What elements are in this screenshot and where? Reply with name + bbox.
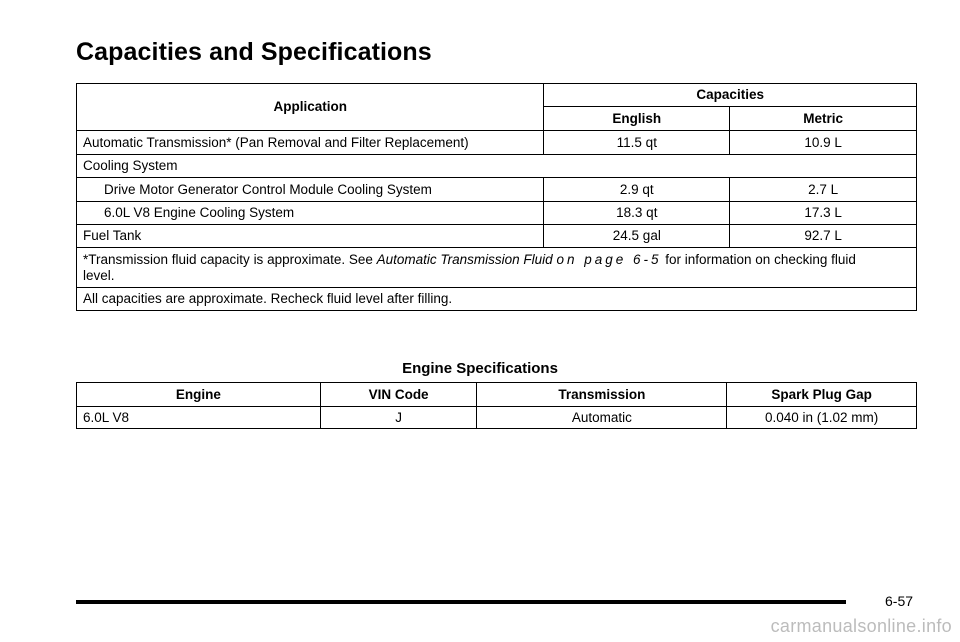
capacities-table: [76, 83, 917, 311]
table-note-row: [77, 288, 917, 311]
capacities-note: All capacities are approximate. Recheck fluid level after filling.: [77, 288, 917, 311]
table-row: [77, 225, 917, 248]
header-application: Application: [77, 84, 544, 131]
table-row: [77, 178, 917, 202]
table-row: [77, 155, 917, 178]
header-metric: Metric: [730, 107, 917, 131]
row-english: 2.9 qt: [544, 178, 730, 202]
cell-vin-code: J: [320, 407, 477, 429]
table-header-row: [77, 84, 917, 107]
note-link[interactable]: Automatic Transmission Fluid: [376, 251, 553, 267]
header-transmission: Transmission: [477, 383, 727, 407]
table-row: [77, 407, 917, 429]
row-label: Fuel Tank: [77, 225, 544, 248]
header-spark-plug-gap: Spark Plug Gap: [727, 383, 917, 407]
row-english: 18.3 qt: [544, 202, 730, 225]
header-english: English: [544, 107, 730, 131]
note-text: *Transmission fluid capacity is approximate. See: [83, 251, 377, 267]
note-text-end: for information on checking fluid level.: [83, 251, 856, 283]
row-metric: 10.9 L: [730, 131, 917, 155]
header-capacities: Capacities: [544, 84, 917, 107]
row-metric: 17.3 L: [730, 202, 917, 225]
header-engine: Engine: [77, 383, 321, 407]
cell-spark-plug-gap: 0.040 in (1.02 mm): [727, 407, 917, 429]
engine-specs-table: [76, 382, 917, 429]
table-header-row: [77, 383, 917, 407]
footer-rule: [76, 600, 846, 604]
cell-engine: 6.0L V8: [77, 407, 321, 429]
cell-transmission: Automatic: [477, 407, 727, 429]
row-metric: 92.7 L: [730, 225, 917, 248]
table-row: [77, 202, 917, 225]
row-label: Automatic Transmission* (Pan Removal and Filter Replacement): [77, 131, 544, 155]
row-label: Drive Motor Generator Control Module Cooling System: [77, 178, 544, 202]
watermark: carmanualsonline.info: [770, 616, 952, 636]
page-title: Capacities and Specifications: [76, 38, 432, 66]
page-number: 6-57: [885, 593, 914, 609]
row-metric: 2.7 L: [730, 178, 917, 202]
row-label: Cooling System: [77, 155, 917, 178]
table-note-row: [77, 248, 917, 288]
transmission-note: [77, 248, 917, 288]
table-row: [77, 131, 917, 155]
note-page-ref[interactable]: on page 6-5: [556, 251, 662, 267]
engine-specs-title: Engine Specifications: [402, 360, 558, 377]
row-label: 6.0L V8 Engine Cooling System: [77, 202, 544, 225]
row-english: 24.5 gal: [544, 225, 730, 248]
header-vin-code: VIN Code: [320, 383, 477, 407]
row-english: 11.5 qt: [544, 131, 730, 155]
